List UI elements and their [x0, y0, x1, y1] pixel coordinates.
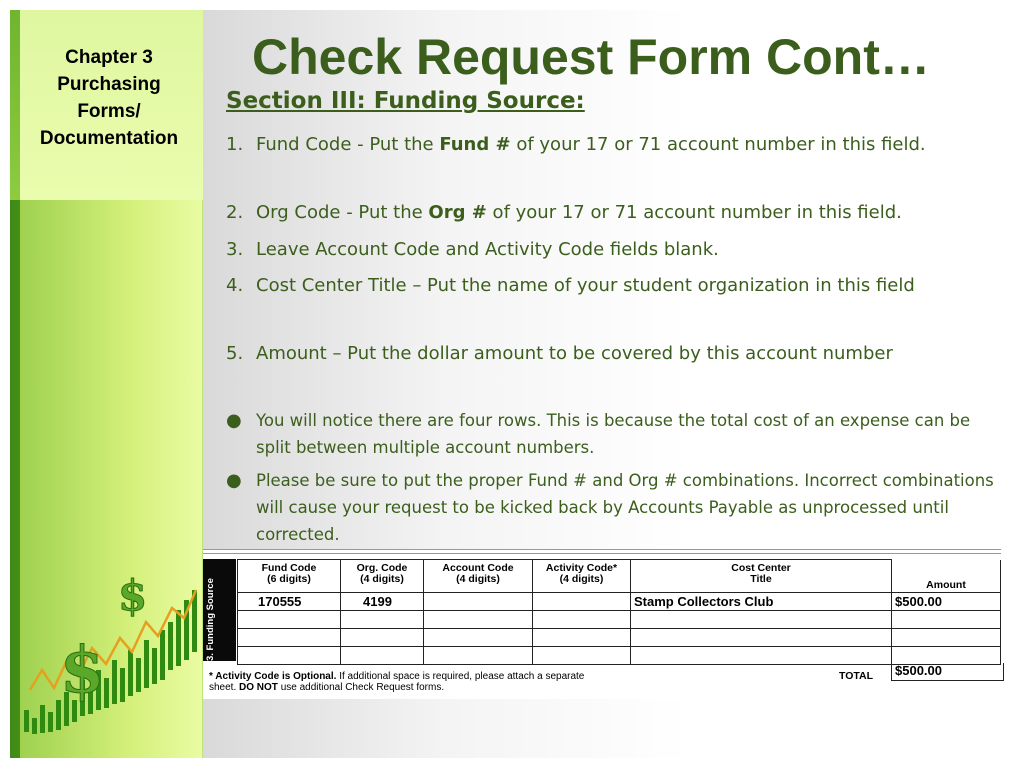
list-item — [226, 234, 1006, 265]
chapter-label — [14, 44, 204, 152]
header-org-code: Org. Code (4 digits) — [341, 560, 424, 593]
chapter-line-3: Forms/ — [77, 101, 141, 122]
cell-account[interactable] — [424, 628, 533, 646]
cell-fund[interactable] — [238, 628, 341, 646]
svg-text:$: $ — [118, 571, 148, 620]
cell-activity[interactable] — [533, 646, 631, 664]
page-title: Check Request Form Cont… — [252, 29, 930, 85]
item-text: Leave Account Code and Activity Code fields blank. — [256, 239, 719, 260]
cell-account[interactable] — [424, 610, 533, 628]
list-item — [226, 197, 1006, 228]
cell-amount[interactable]: $500.00 — [892, 592, 1001, 610]
header-cost-center: Cost Center Title — [631, 560, 892, 593]
cell-org[interactable] — [341, 646, 424, 664]
section-heading: Section III: Funding Source: — [226, 88, 585, 114]
bullet-item — [226, 407, 1006, 461]
item-number: 3. — [226, 239, 244, 260]
cell-title[interactable] — [631, 646, 892, 664]
funding-source-form — [203, 549, 1001, 699]
table-row — [238, 592, 1001, 610]
cell-account[interactable] — [424, 646, 533, 664]
header-activity-code: Activity Code* (4 digits) — [533, 560, 631, 593]
funding-table — [237, 559, 1001, 665]
item-text: Org Code - Put the — [256, 202, 429, 223]
cell-fund[interactable]: 170555 — [238, 592, 341, 610]
cell-amount[interactable] — [892, 610, 1001, 628]
cell-amount[interactable] — [892, 646, 1001, 664]
cell-activity[interactable] — [533, 628, 631, 646]
cell-title[interactable] — [631, 610, 892, 628]
list-item — [226, 270, 1006, 301]
cell-activity[interactable] — [533, 610, 631, 628]
svg-text:$: $ — [60, 633, 105, 708]
item-bold-text: Fund # — [439, 134, 511, 155]
item-bold-text: Org # — [428, 202, 487, 223]
cell-fund[interactable] — [238, 610, 341, 628]
cell-account[interactable] — [424, 592, 533, 610]
form-footnote: * Activity Code is Optional. If additional space is required, please attach a separate sheet. DO NOT use additional Check Request forms. — [209, 671, 585, 693]
total-label: TOTAL — [839, 670, 874, 682]
cell-activity[interactable] — [533, 592, 631, 610]
item-number: 1. — [226, 134, 244, 155]
cell-amount[interactable] — [892, 628, 1001, 646]
bullet-icon: ● — [226, 410, 242, 431]
item-text: Fund Code - Put the — [256, 134, 440, 155]
form-side-tab — [203, 559, 236, 661]
cell-fund[interactable] — [238, 646, 341, 664]
item-text: Cost Center Title – Put the name of your student organization in this field — [256, 275, 915, 296]
list-item — [226, 338, 1006, 369]
item-number: 2. — [226, 202, 244, 223]
header-amount: Amount — [892, 560, 1001, 593]
form-side-tab-label: 3. Funding Source — [205, 578, 216, 662]
dollar-chart-icon — [20, 560, 204, 760]
list-item — [226, 129, 1006, 160]
item-text-tail: of your 17 or 71 account number in this field. — [510, 134, 926, 155]
cell-org[interactable] — [341, 610, 424, 628]
chapter-line-2: Purchasing — [57, 74, 161, 95]
total-value[interactable]: $500.00 — [891, 663, 1004, 681]
item-text: Amount – Put the dollar amount to be covered by this account number — [256, 343, 893, 364]
form-divider — [203, 553, 1001, 554]
table-row — [238, 610, 1001, 628]
cell-org[interactable] — [341, 628, 424, 646]
header-fund-code: Fund Code (6 digits) — [238, 560, 341, 593]
bullet-text: Please be sure to put the proper Fund # and Org # combinations. Incorrect combinations will cause your request to be kicked back by Accounts Payable as unprocessed until corrected. — [256, 471, 994, 544]
item-number: 5. — [226, 343, 244, 364]
bullet-text: You will notice there are four rows. This is because the total cost of an expense can be split between multiple account numbers. — [256, 411, 971, 457]
table-header-row — [238, 560, 1001, 593]
item-number: 4. — [226, 275, 244, 296]
item-text-tail: of your 17 or 71 account number in this field. — [486, 202, 902, 223]
cell-title[interactable]: Stamp Collectors Club — [631, 592, 892, 610]
bullet-item — [226, 467, 1006, 548]
cell-org[interactable]: 4199 — [341, 592, 424, 610]
form-divider — [203, 549, 1001, 550]
table-row — [238, 646, 1001, 664]
header-account-code: Account Code (4 digits) — [424, 560, 533, 593]
chapter-line-1: Chapter 3 — [65, 47, 153, 68]
cell-title[interactable] — [631, 628, 892, 646]
table-row — [238, 628, 1001, 646]
bullet-icon: ● — [226, 470, 242, 491]
chapter-line-4: Documentation — [39, 128, 179, 149]
